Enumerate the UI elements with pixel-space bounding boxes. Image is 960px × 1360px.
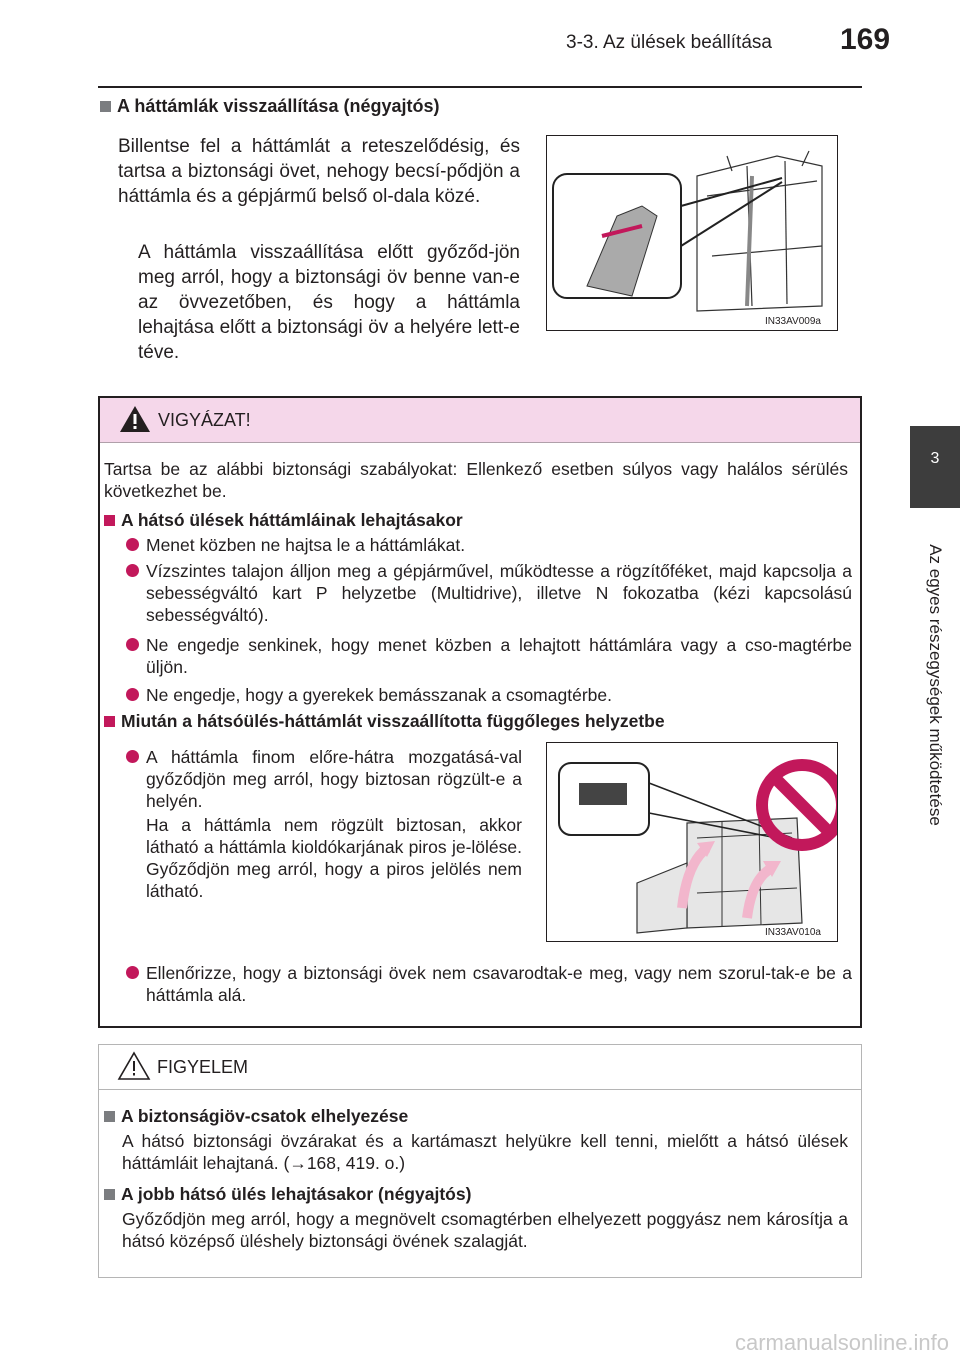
warning-item <box>126 962 852 1006</box>
circle-bullet-icon <box>126 688 139 701</box>
warning-header <box>100 398 860 443</box>
figure-code: IN33AV009a <box>765 316 821 327</box>
notice-title: FIGYELEM <box>157 1057 249 1077</box>
notice-text-1: A hátsó biztonsági övzárakat és a kartámaszt helyükre kell tenni, mielőtt a hátsó ülések háttámláit lehajtaná. (→168, 419. o.) <box>122 1131 848 1173</box>
warning-triangle-icon <box>118 404 152 434</box>
prohibition-icon <box>762 765 837 845</box>
notice-subheading-1 <box>104 1106 408 1127</box>
subheading-text: Miután a hátsóülés-háttámlát visszaállította függőleges helyzetbe <box>121 711 665 731</box>
square-bullet-icon <box>100 101 111 112</box>
notice-text-2: Győződjön meg arról, hogy a megnövelt csomagtérben elhelyezett poggyász nem károsítja a hátsó középső üléshely biztonsági övének szalagját. <box>122 1209 848 1251</box>
circle-bullet-icon <box>126 538 139 551</box>
chapter-title: Az egyes részegységek működtetése <box>926 544 945 826</box>
section-heading-text: A háttámlák visszaállítása (négyajtós) <box>117 96 440 116</box>
seat-belt-guide-illustration <box>546 135 838 331</box>
item-text: Ne engedje, hogy a gyerekek bemásszanak a csomagtérbe. <box>146 685 612 705</box>
notice-header <box>99 1045 861 1090</box>
warning-subheading-1 <box>104 510 463 531</box>
instruction-paragraph: Billentse fel a háttámlát a reteszelődésig, és tartsa a biztonsági övet, nehogy becsí-pődjön a háttámla és a gépjármű belső ol-dala közé. <box>118 136 520 207</box>
subheading-text: A biztonságiöv-csatok elhelyezése <box>121 1106 409 1126</box>
item-text: Ne engedje senkinek, hogy menet közben a lehajtott háttámlára vagy a cso-magtérbe üljön. <box>146 635 852 677</box>
item-text: Menet közben ne hajtsa le a háttámlákat. <box>146 535 466 555</box>
subheading-text: A jobb hátsó ülés lehajtásakor (négyajtós) <box>121 1184 472 1204</box>
circle-bullet-icon <box>126 966 139 979</box>
square-bullet-icon <box>104 1189 115 1200</box>
warning-item-continuation: Ha a háttámla nem rögzült biztosan, akkor látható a háttámla kioldókarjának piros je-lölése. Győződjön meg arról, hogy a piros jelölés nem látható. <box>146 815 522 901</box>
warning-item <box>126 634 852 678</box>
square-bullet-icon <box>104 1111 115 1122</box>
rear-seat-drawing <box>547 136 837 330</box>
caution-triangle-icon <box>117 1051 151 1081</box>
circle-bullet-icon <box>126 750 139 763</box>
seat-lock-illustration <box>546 742 838 942</box>
chapter-number: 3 <box>930 450 940 467</box>
watermark: carmanualsonline.info <box>735 1330 950 1355</box>
item-text: Vízszintes talajon álljon meg a gépjárművel, működtesse a rögzítőféket, majd kapcsolja a sebességváltó kart P helyzetbe (Multidrive), illetve N fokozatba (kézi kapcsolású sebességváltó). <box>146 561 852 625</box>
subheading-text: A hátsó ülések háttámláinak lehajtásakor <box>121 510 463 530</box>
figure-code: IN33AV010a <box>765 927 821 938</box>
item-text: Ellenőrizze, hogy a biztonsági övek nem csavarodtak-e meg, vagy nem szorul-tak-e be a háttámla alá. <box>146 963 852 1005</box>
warning-item <box>126 560 852 626</box>
circle-bullet-icon <box>126 564 139 577</box>
square-bullet-icon <box>104 716 115 727</box>
section-title: 3-3. Az ülések beállítása <box>566 32 772 53</box>
warning-subheading-2 <box>104 711 665 732</box>
rear-seat-lock-drawing <box>547 743 837 941</box>
section-heading <box>100 96 439 117</box>
note-paragraph: A háttámla visszaállítása előtt győződ-jön meg arról, hogy a biztonsági öv benne van-e az övvezetőben, és hogy a háttámla lehajtása előtt a biztonsági öv a helyére lett-e téve. <box>138 242 520 363</box>
page-number: 169 <box>840 23 891 56</box>
warning-item <box>126 684 852 706</box>
chapter-tab[interactable] <box>910 426 960 508</box>
header-divider <box>98 86 862 88</box>
notice-subheading-2 <box>104 1184 471 1205</box>
square-bullet-icon <box>104 515 115 526</box>
circle-bullet-icon <box>126 638 139 651</box>
item-text: A háttámla finom előre-hátra mozgatásá-val győződjön meg arról, hogy biztosan rögzült-e a helyén. <box>146 747 522 811</box>
warning-intro: Tartsa be az alábbi biztonsági szabályokat: Ellenkező esetben súlyos vagy halálos sérülés következhet be. <box>104 459 848 501</box>
warning-title: VIGYÁZAT! <box>158 410 251 430</box>
warning-item <box>126 534 852 556</box>
warning-item <box>126 746 522 812</box>
